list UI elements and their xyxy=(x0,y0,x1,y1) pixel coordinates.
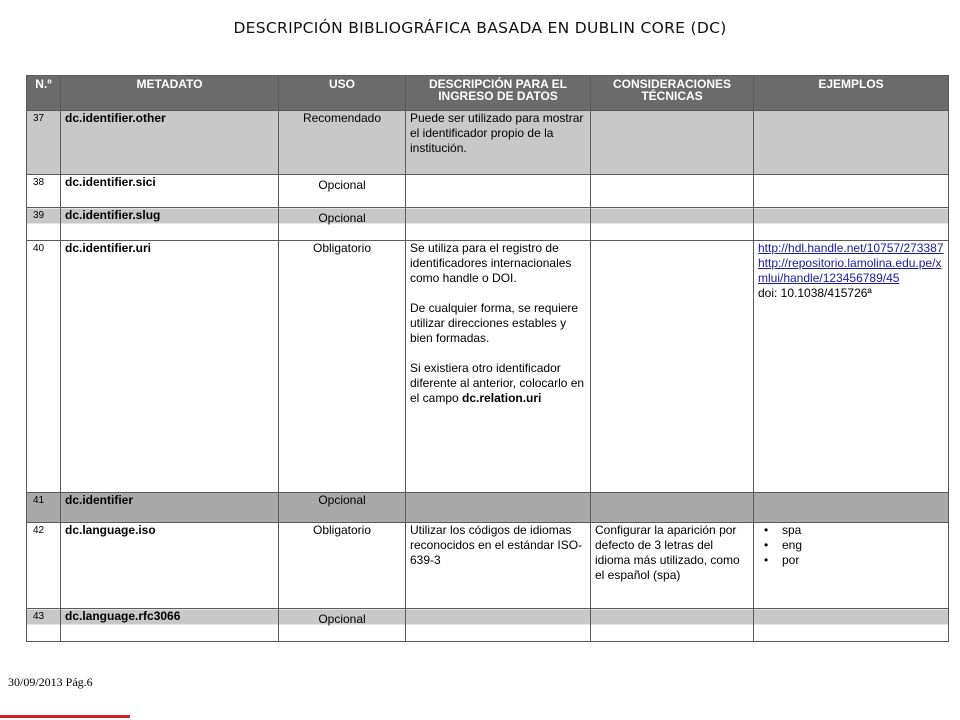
table-row xyxy=(27,111,949,175)
descripcion-text: Si existiera otro identificador diferente al anterior, colocarlo en el campo xyxy=(410,361,585,405)
header-consideraciones: CONSIDERACIONES TÉCNICAS xyxy=(591,76,754,111)
row-consideraciones xyxy=(591,208,754,241)
row-metadato: dc.identifier xyxy=(61,493,279,523)
table-row xyxy=(27,493,949,523)
row-metadato: dc.identifier.slug xyxy=(61,208,279,241)
header-uso: USO xyxy=(279,76,406,111)
table-row xyxy=(27,609,949,642)
row-num: 37 xyxy=(27,111,61,175)
row-descripcion xyxy=(406,493,591,523)
row-descripcion xyxy=(406,241,591,493)
row-descripcion xyxy=(406,111,591,175)
row-num: 41 xyxy=(27,493,61,523)
table-row xyxy=(27,175,949,208)
row-consideraciones xyxy=(591,175,754,208)
row-consideraciones xyxy=(591,523,754,609)
example-link-handle[interactable]: http://hdl.handle.net/10757/273387 xyxy=(758,241,944,255)
row-ejemplos xyxy=(754,493,949,523)
consideraciones-text: Configurar la aparición por defecto de 3 letras del idioma más utilizado, como el español (spa) xyxy=(595,523,740,582)
table-header-row xyxy=(27,76,949,111)
row-metadato: dc.identifier.sici xyxy=(61,175,279,208)
row-ejemplos xyxy=(754,523,949,609)
footer-accent-line xyxy=(0,715,130,718)
list-item: • spa xyxy=(758,523,944,538)
row-metadato: dc.language.iso xyxy=(61,523,279,609)
descripcion-paragraph: De cualquier forma, se requiere utilizar direcciones estables y bien formadas. xyxy=(410,301,579,345)
header-ejemplos: EJEMPLOS xyxy=(754,76,949,111)
row-ejemplos xyxy=(754,175,949,208)
row-descripcion xyxy=(406,175,591,208)
row-uso: Opcional xyxy=(279,609,406,642)
language-list xyxy=(758,523,944,568)
row-num: 43 xyxy=(27,609,61,642)
table-row xyxy=(27,241,949,493)
row-metadato: dc.identifier.other xyxy=(61,111,279,175)
row-consideraciones xyxy=(591,609,754,642)
descripcion-paragraph xyxy=(410,361,586,406)
row-num: 38 xyxy=(27,175,61,208)
metadata-table xyxy=(26,75,949,642)
row-descripcion xyxy=(406,523,591,609)
row-uso: Opcional xyxy=(279,208,406,241)
row-ejemplos xyxy=(754,241,949,493)
header-descripcion: DESCRIPCIÓN PARA EL INGRESO DE DATOS xyxy=(406,76,591,111)
descripcion-text: Puede ser utilizado para mostrar el identificador propio de la institución. xyxy=(410,111,584,155)
row-uso: Obligatorio xyxy=(279,241,406,493)
row-consideraciones xyxy=(591,493,754,523)
row-num: 40 xyxy=(27,241,61,493)
row-ejemplos xyxy=(754,609,949,642)
list-item: • por xyxy=(758,553,944,568)
row-uso: Opcional xyxy=(279,175,406,208)
row-descripcion xyxy=(406,208,591,241)
table-row xyxy=(27,208,949,241)
row-ejemplos xyxy=(754,111,949,175)
list-item: • eng xyxy=(758,538,944,553)
row-uso: Opcional xyxy=(279,493,406,523)
descripcion-text: Utilizar los códigos de idiomas reconocidos en el estándar ISO-639-3 xyxy=(410,523,583,567)
row-uso: Recomendado xyxy=(279,111,406,175)
row-ejemplos xyxy=(754,208,949,241)
header-num: N.º xyxy=(27,76,61,111)
row-num: 39 xyxy=(27,208,61,241)
row-consideraciones xyxy=(591,241,754,493)
descripcion-paragraph: Se utiliza para el registro de identificadores internacionales como handle o DOI. xyxy=(410,241,572,285)
row-uso: Obligatorio xyxy=(279,523,406,609)
row-num: 42 xyxy=(27,523,61,609)
row-consideraciones xyxy=(591,111,754,175)
example-link-repositorio[interactable]: http://repositorio.lamolina.edu.pe/xmlui/handle/123456789/45 xyxy=(758,256,942,285)
table-row xyxy=(27,523,949,609)
row-metadato: dc.language.rfc3066 xyxy=(61,609,279,642)
footer-date-page: 30/09/2013 Pág.6 xyxy=(8,675,93,689)
row-metadato: dc.identifier.uri xyxy=(61,241,279,493)
example-doi: doi: 10.1038/415726ª xyxy=(758,286,872,300)
document-title: DESCRIPCIÓN BIBLIOGRÁFICA BASADA EN DUBLIN CORE (DC) xyxy=(233,19,727,37)
header-metadato: METADATO xyxy=(61,76,279,111)
row-descripcion xyxy=(406,609,591,642)
field-reference: dc.relation.uri xyxy=(462,391,542,405)
